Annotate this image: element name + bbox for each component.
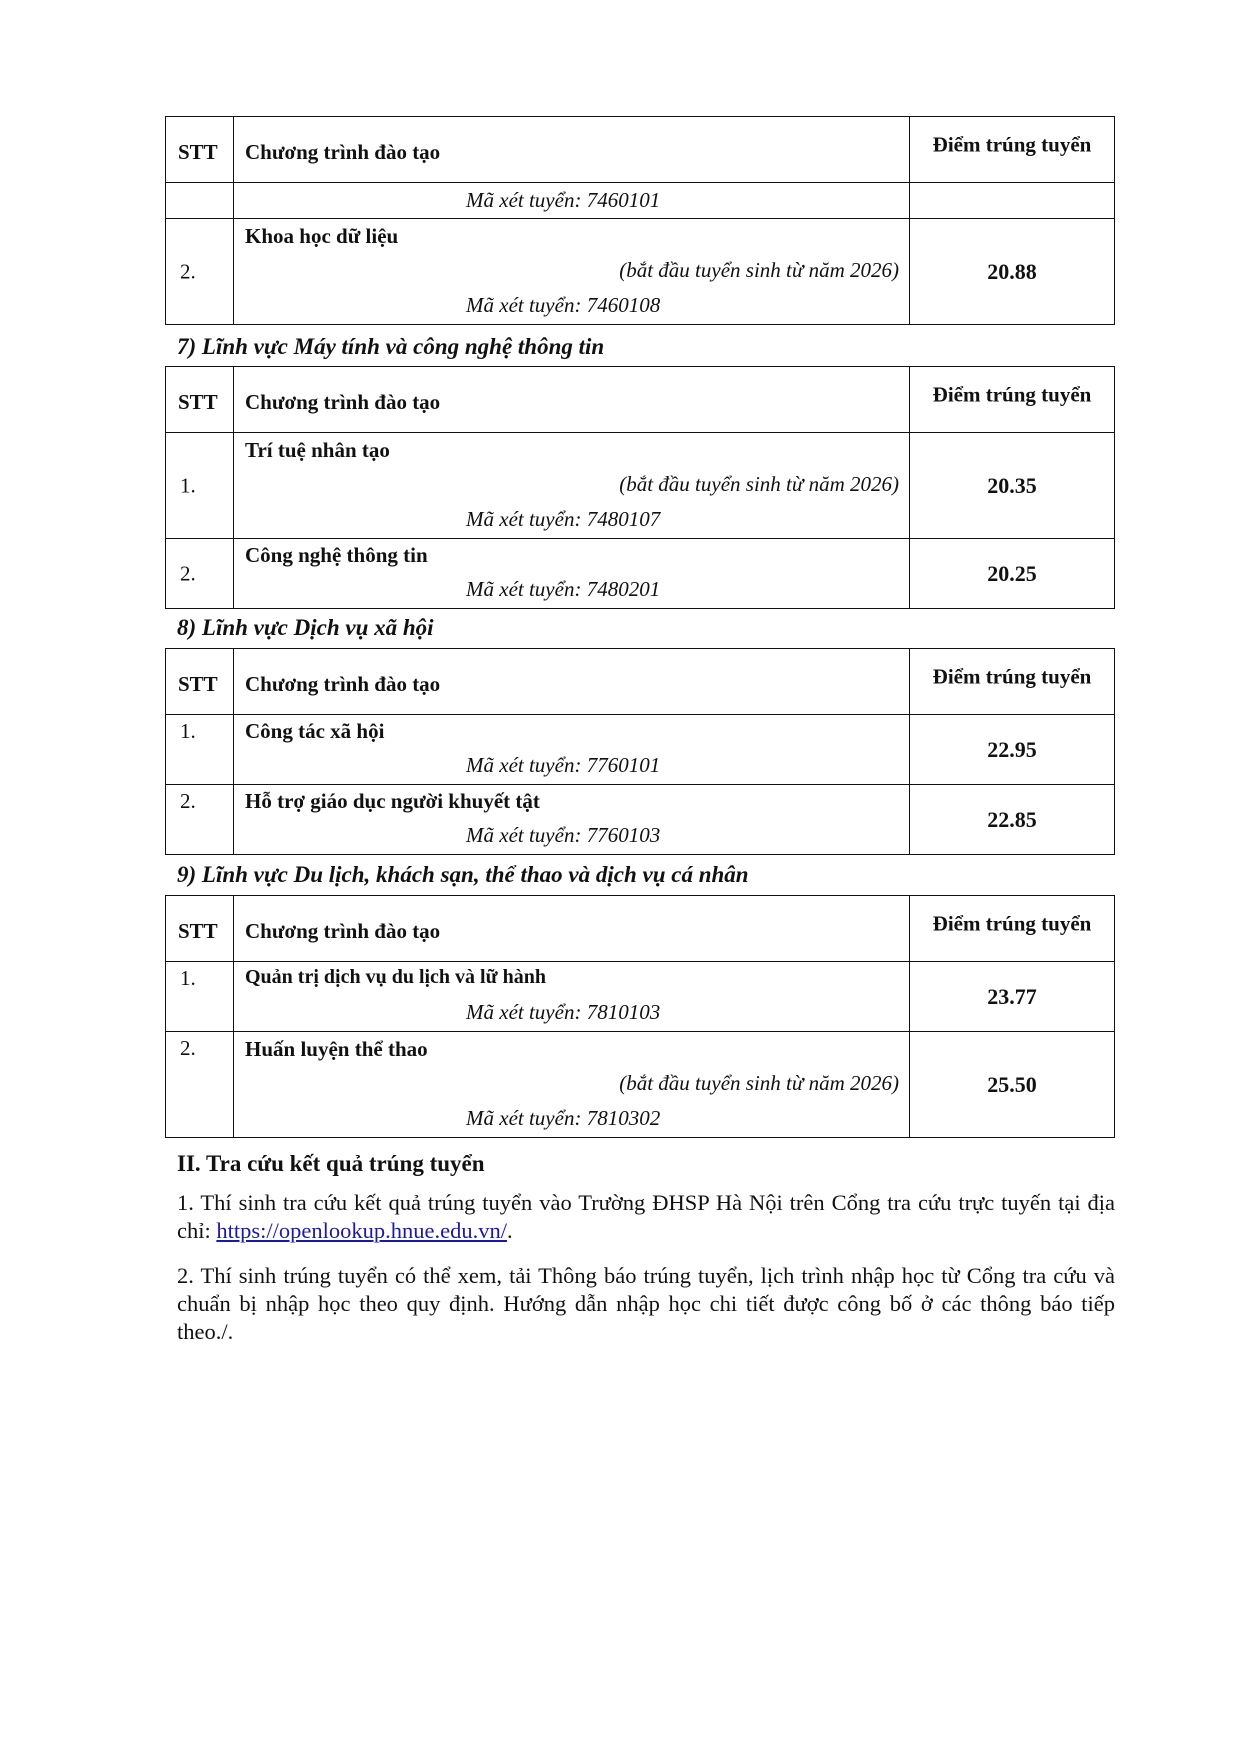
admission-score: 22.95 bbox=[987, 736, 1037, 762]
program-name: Công nghệ thông tin bbox=[245, 543, 428, 567]
row-number: 1. bbox=[180, 966, 196, 990]
row-number: 2. bbox=[180, 259, 196, 283]
program-name: Trí tuệ nhân tạo bbox=[245, 438, 390, 462]
header-program: Chương trình đào tạo bbox=[245, 671, 441, 696]
header-score: Điểm trúng tuyển bbox=[932, 664, 1092, 688]
program-code: Mã xét tuyển: 7460108 bbox=[466, 293, 661, 317]
header-score: Điểm trúng tuyển bbox=[932, 911, 1092, 935]
row-number: 1. bbox=[180, 473, 196, 497]
table-header-row bbox=[166, 896, 1114, 961]
row-number: 2. bbox=[180, 789, 196, 813]
section-8-title: 8) Lĩnh vực Dịch vụ xã hội bbox=[177, 615, 434, 640]
program-name: Huấn luyện thể thao bbox=[245, 1037, 428, 1061]
program-code: Mã xét tuyển: 7810302 bbox=[466, 1106, 661, 1130]
table-row bbox=[166, 1031, 1114, 1137]
row-number: 1. bbox=[180, 719, 196, 743]
table-section-9 bbox=[165, 895, 1115, 1138]
admission-score: 23.77 bbox=[987, 983, 1037, 1009]
openlookup-link[interactable]: https://openlookup.hnue.edu.vn/ bbox=[216, 1218, 507, 1243]
header-stt: STT bbox=[178, 139, 218, 164]
row-number: 2. bbox=[180, 1036, 196, 1060]
table-row bbox=[166, 538, 1114, 608]
table-row bbox=[166, 714, 1114, 784]
paragraph-2: 2. Thí sinh trúng tuyển có thể xem, tải Thông báo trúng tuyển, lịch trình nhập học từ Cổng tra cứu và chuẩn bị nhập học theo quy định. Hướng dẫn nhập học chi tiết được công bố ở các thông báo tiếp theo./. bbox=[177, 1263, 1115, 1344]
row-number: 2. bbox=[180, 561, 196, 585]
header-program: Chương trình đào tạo bbox=[245, 389, 441, 414]
header-program: Chương trình đào tạo bbox=[245, 918, 441, 943]
header-stt: STT bbox=[178, 389, 218, 414]
header-stt: STT bbox=[178, 918, 218, 943]
table-row bbox=[166, 961, 1114, 1031]
program-name: Khoa học dữ liệu bbox=[245, 224, 399, 248]
admission-score: 20.35 bbox=[987, 472, 1037, 498]
table-header-row bbox=[166, 649, 1114, 714]
program-code: Mã xét tuyển: 7760103 bbox=[466, 823, 661, 847]
program-code: Mã xét tuyển: 7480107 bbox=[466, 507, 661, 531]
program-note: (bắt đầu tuyển sinh từ năm 2026) bbox=[619, 472, 899, 496]
table-header-row bbox=[166, 367, 1114, 432]
admission-score: 20.25 bbox=[987, 560, 1037, 586]
section-7-title: 7) Lĩnh vực Máy tính và công nghệ thông tin bbox=[177, 334, 605, 359]
table-section-7 bbox=[165, 366, 1115, 609]
paragraph-1: 1. Thí sinh tra cứu kết quả trúng tuyển vào Trường ĐHSP Hà Nội trên Cổng tra cứu trực tuyến tại địa chỉ: https://openlookup.hnue.edu.vn/. bbox=[177, 1190, 1115, 1243]
table-row bbox=[166, 182, 1114, 218]
header-score: Điểm trúng tuyển bbox=[932, 382, 1092, 406]
admission-score: 20.88 bbox=[987, 258, 1037, 284]
header-program: Chương trình đào tạo bbox=[245, 139, 441, 164]
admission-score: 25.50 bbox=[987, 1071, 1037, 1097]
table-section-8 bbox=[165, 648, 1115, 855]
program-name: Quản trị dịch vụ du lịch và lữ hành bbox=[245, 966, 546, 988]
table-row bbox=[166, 218, 1114, 324]
table-row bbox=[166, 784, 1114, 854]
program-code: Mã xét tuyển: 7760101 bbox=[466, 753, 661, 777]
admission-score: 22.85 bbox=[987, 806, 1037, 832]
part-2-heading: II. Tra cứu kết quả trúng tuyển bbox=[177, 1151, 485, 1176]
program-code: Mã xét tuyển: 7480201 bbox=[466, 577, 661, 601]
program-note: (bắt đầu tuyển sinh từ năm 2026) bbox=[619, 258, 899, 282]
table-section-6-cont bbox=[165, 116, 1115, 325]
table-header-row bbox=[166, 117, 1114, 182]
header-score: Điểm trúng tuyển bbox=[932, 132, 1092, 156]
program-name: Công tác xã hội bbox=[245, 719, 385, 743]
table-row bbox=[166, 432, 1114, 538]
program-code: Mã xét tuyển: 7460101 bbox=[466, 188, 661, 212]
program-name: Hỗ trợ giáo dục người khuyết tật bbox=[245, 789, 540, 813]
section-9-title: 9) Lĩnh vực Du lịch, khách sạn, thể thao và dịch vụ cá nhân bbox=[177, 862, 749, 887]
header-stt: STT bbox=[178, 671, 218, 696]
program-note: (bắt đầu tuyển sinh từ năm 2026) bbox=[619, 1071, 899, 1095]
program-code: Mã xét tuyển: 7810103 bbox=[466, 1000, 661, 1024]
